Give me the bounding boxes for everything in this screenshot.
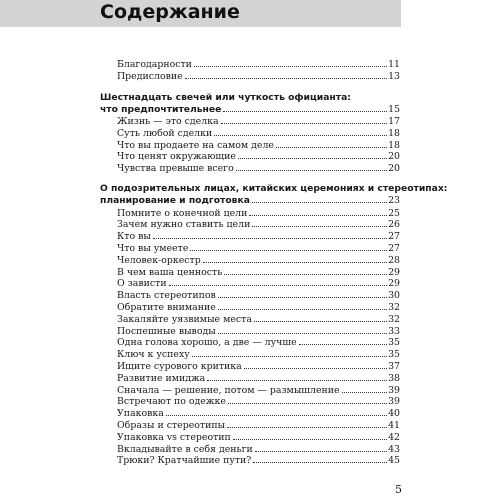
toc-entry[interactable]	[117, 128, 400, 140]
entry-label: В чем ваша ценность	[117, 266, 223, 278]
entry-page: 13	[388, 70, 400, 82]
toc-entry[interactable]	[117, 455, 400, 467]
entry-page: 39	[388, 396, 400, 408]
toc-entry[interactable]	[117, 116, 400, 128]
toc-entry[interactable]	[117, 373, 400, 385]
dot-leader	[253, 462, 387, 463]
toc-entry[interactable]	[117, 396, 400, 408]
dot-leader	[218, 333, 387, 334]
entry-page: 45	[388, 455, 400, 467]
entry-label: Одна голова хорошо, а две — лучше	[117, 337, 297, 349]
toc-entry[interactable]	[117, 290, 400, 302]
entry-label: Предисловие	[117, 70, 183, 82]
entry-label: Упаковка	[117, 408, 164, 420]
entry-page: 26	[388, 219, 400, 231]
toc-entry[interactable]	[117, 208, 400, 220]
entry-label: Кто вы	[117, 231, 151, 243]
dot-leader	[233, 439, 387, 440]
entry-label: Упаковка vs стереотип	[117, 431, 231, 443]
dot-leader	[192, 356, 387, 357]
entry-label: Встречают по одежке	[117, 396, 226, 408]
entry-label: Благодарности	[117, 59, 192, 70]
section-heading-entry[interactable]	[100, 195, 400, 207]
dot-leader	[214, 135, 387, 136]
dot-leader	[252, 226, 387, 227]
toc-entry[interactable]	[117, 361, 400, 373]
entry-page: 38	[388, 372, 400, 384]
dot-leader	[254, 321, 387, 322]
toc-entry[interactable]	[117, 59, 400, 71]
entry-page: 27	[388, 231, 400, 243]
dot-leader	[236, 170, 387, 171]
entry-page: 32	[388, 301, 400, 313]
entry-label: Чувства превыше всего	[117, 163, 234, 175]
toc-entry[interactable]	[117, 326, 400, 338]
entry-label: Развитие имиджа	[117, 372, 206, 384]
dot-leader	[153, 238, 387, 239]
entry-label: Трюки? Кратчайшие пути?	[117, 455, 252, 467]
toc-entry[interactable]	[117, 243, 400, 255]
entry-label: Человек-оркестр	[117, 254, 201, 266]
dot-leader	[190, 250, 387, 251]
dot-leader	[255, 451, 387, 452]
toc-entry[interactable]	[117, 408, 400, 420]
section-heading-entry[interactable]	[100, 104, 400, 116]
toc-entry[interactable]	[117, 420, 400, 432]
entry-label: Образы и стереотипы	[117, 419, 226, 431]
toc-entry[interactable]	[117, 255, 400, 267]
entry-page: 41	[388, 419, 400, 431]
entry-page: 35	[388, 349, 400, 361]
entry-label: Обратите внимание	[117, 301, 216, 313]
entry-page: 29	[388, 266, 400, 278]
entry-page: 30	[388, 290, 400, 302]
entry-label: Что вы умеете	[117, 242, 189, 254]
dot-leader	[207, 380, 387, 381]
entry-label: Вкладывайте в себя деньги	[117, 443, 253, 455]
dot-leader	[194, 66, 387, 67]
entry-page: 37	[388, 360, 400, 372]
toc-entry[interactable]	[117, 71, 400, 83]
entry-page: 18	[388, 139, 400, 151]
dot-leader	[185, 78, 387, 79]
entry-page: 23	[388, 195, 400, 206]
page-title: Содержание	[100, 1, 240, 23]
entry-label: Суть любой сделки	[117, 127, 213, 139]
dot-leader	[228, 403, 387, 404]
toc-entry[interactable]	[117, 349, 400, 361]
entry-label: Закаляйте уязвимые места	[117, 313, 252, 325]
entry-label: Что ценят окружающие	[117, 151, 236, 163]
entry-label: Зачем нужно ставить цели	[117, 219, 251, 231]
entry-page: 39	[388, 384, 400, 396]
dot-leader	[227, 427, 387, 428]
entry-page: 32	[388, 313, 400, 325]
dot-leader	[342, 392, 387, 393]
toc-entry[interactable]	[117, 302, 400, 314]
entry-label: Власть стереотипов	[117, 290, 216, 302]
dot-leader	[224, 274, 387, 275]
entry-page: 18	[388, 127, 400, 139]
dot-leader	[249, 215, 387, 216]
dot-leader	[238, 158, 387, 159]
toc-entry[interactable]	[117, 278, 400, 290]
entry-label: что предпочтительнее	[100, 104, 222, 115]
dot-leader	[252, 202, 387, 203]
entry-page: 15	[388, 104, 400, 115]
toc-entry[interactable]	[117, 231, 400, 243]
entry-page: 11	[388, 59, 400, 70]
entry-page: 33	[388, 325, 400, 337]
entry-page: 17	[388, 116, 400, 127]
dot-leader	[276, 147, 387, 148]
section-heading: О подозрительных лицах, китайских церемониях и стереотипах:	[100, 183, 448, 194]
entry-page: 40	[388, 408, 400, 420]
page-number: 5	[395, 483, 402, 496]
toc-entry[interactable]	[117, 432, 400, 444]
entry-label: Ключ к успеху	[117, 349, 190, 361]
dot-leader	[221, 123, 387, 124]
entry-label: Помните о конечной цели	[117, 207, 248, 219]
toc-entry[interactable]	[117, 444, 400, 456]
entry-page: 43	[388, 443, 400, 455]
entry-page: 20	[388, 163, 400, 175]
entry-page: 20	[388, 151, 400, 163]
section-heading: Шестнадцать свечей или чуткость официанта:	[100, 92, 351, 103]
entry-label: планирование и подготовка	[100, 195, 250, 206]
entry-page: 42	[388, 431, 400, 443]
toc-entry[interactable]	[117, 267, 400, 279]
entry-label: Сначала — решение, потом — размышление	[117, 384, 340, 396]
entry-label: Ищите сурового критика	[117, 360, 242, 372]
toc-entry[interactable]	[117, 163, 400, 175]
toc-entry[interactable]	[117, 219, 400, 231]
dot-leader	[244, 368, 387, 369]
entry-label: Поспешные выводы	[117, 325, 216, 337]
dot-leader	[218, 309, 387, 310]
dot-leader	[203, 262, 387, 263]
dot-leader	[166, 415, 387, 416]
toc-entry[interactable]	[117, 337, 400, 349]
entry-label: Жизнь — это сделка	[117, 116, 219, 127]
entry-page: 28	[388, 254, 400, 266]
entry-label: О зависти	[117, 278, 167, 290]
dot-leader	[169, 285, 387, 286]
toc-entry[interactable]	[117, 140, 400, 152]
entry-label: Что вы продаете на самом деле	[117, 139, 274, 151]
entry-page: 27	[388, 242, 400, 254]
entry-page: 29	[388, 278, 400, 290]
toc-entry[interactable]	[117, 151, 400, 163]
entry-page: 25	[388, 207, 400, 219]
entry-page: 35	[388, 337, 400, 349]
dot-leader	[299, 344, 387, 345]
dot-leader	[223, 111, 387, 112]
dot-leader	[218, 297, 387, 298]
toc-entry[interactable]	[117, 314, 400, 326]
toc-entry[interactable]	[117, 385, 400, 397]
